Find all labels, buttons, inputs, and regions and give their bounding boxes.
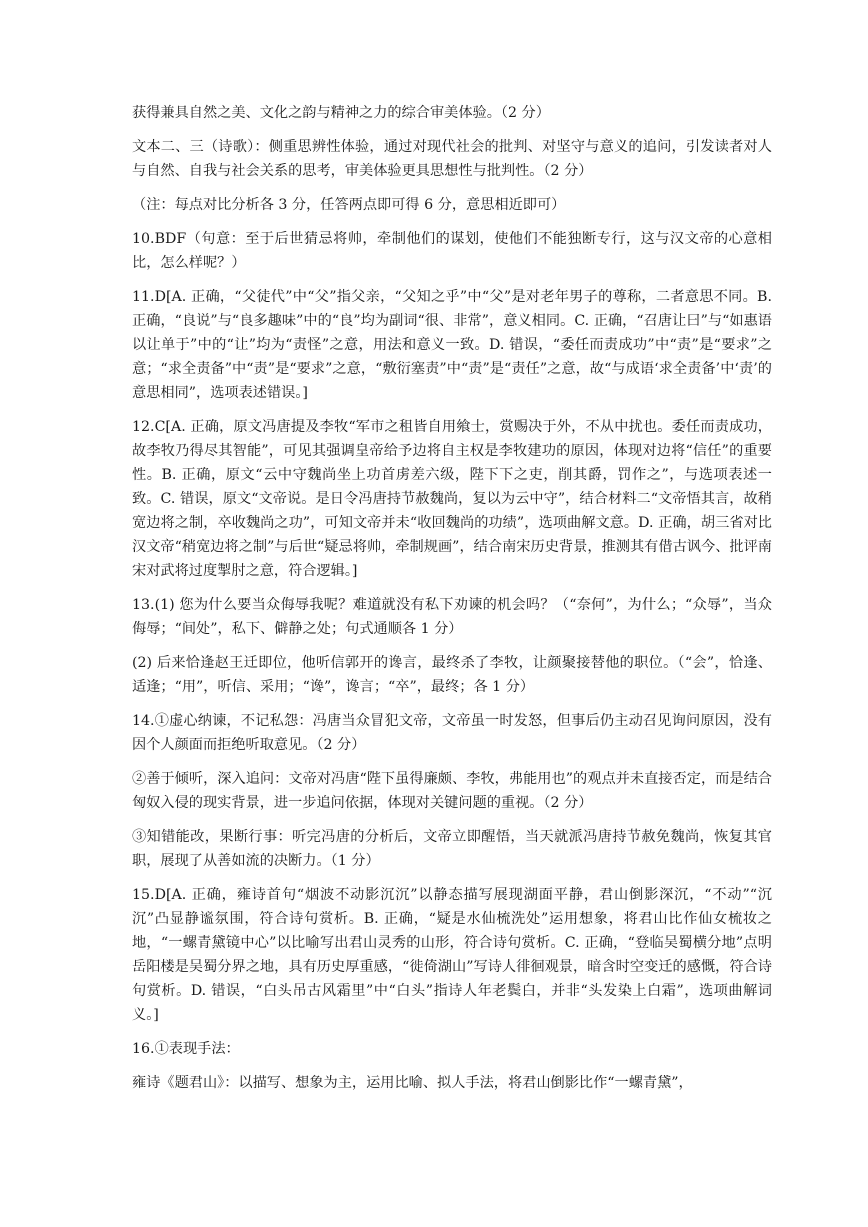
answer-10: 10.BDF（句意：至于后世猜忌将帅，牵制他们的谋划，使他们不能独断专行，这与汉文帝的心意相比，怎么样呢？） — [132, 231, 772, 271]
answer-14-2: ②善于倾听，深入追问：文帝对冯唐“陛下虽得廉颇、李牧，弗能用也”的观点并未直接否定，而是结合匈奴入侵的现实背景，进一步追问依据，体现对关键问题的重视。（2 分） — [132, 771, 772, 811]
answer-12: 12.C[A. 正确，原文冯唐提及李牧“军市之租皆自用飨士，赏赐决于外，不从中扰也。委任而责成功，故李牧乃得尽其智能”，可见其强调皇帝给予边将自主权是李牧建功的原因，体现对边将“信任”的重要性。B. 正确，原文“云中守魏尚坐上功首虏差六级，陛下下之吏，削其爵，罚作之”，与选项表述一致。C. 错误，原文“文帝说。是日令冯唐持节赦魏尚，复以为云中守”，结合材料二“文帝悟其言，故稍宽边将之制，卒收魏尚之功”，可知文帝并未“收回魏尚的功绩”，选项曲解文意。D. 正确，胡三省对比汉文帝“稍宽边将之制”与后世“疑忌将帅，牵制规画”，结合南宋历史背景，推测其有借古讽今、批评南宋对武将过度掣肘之意，符合逻辑。] — [132, 419, 772, 579]
paragraph-aesthetic-summary: 获得兼具自然之美、文化之韵与精神之力的综合审美体验。（2 分） — [132, 105, 550, 121]
answer-document — [132, 101, 772, 1105]
answer-13-1: 13.(1) 您为什么要当众侮辱我呢？难道就没有私下劝谏的机会吗？（“奈何”，为什么；“众辱”，当众侮辱；“间处”，私下、僻静之处；句式通顺各 1 分） — [132, 597, 772, 637]
answer-11: 11.D[A. 正确，“父徒代”中“父”指父亲，“父知之乎”中“父”是对老年男子的尊称，二者意思不同。B. 正确，“良说”与“良多趣味”中的“良”均为副词“很、非常”，意义相同。C. 正确，“召唐让曰”与“如惠语以让单于”中的“让”均为“责怪”之意，用法和意义一致。D. 错误，“委任而责成功”中“责”是“要求”之意；“求全责备”中“责”是“要求”之意，“敷衍塞责”中“责”是“责任”之意，故“与成语‘求全责备’中‘责’的意思相同”，选项表述错误。] — [132, 289, 772, 401]
answer-14-3: ③知错能改，果断行事：听完冯唐的分析后，文帝立即醒悟，当天就派冯唐持节赦免魏尚，恢复其官职，展现了从善如流的决断力。（1 分） — [132, 829, 772, 869]
answer-16-body: 雍诗《题君山》：以描写、想象为主，运用比喻、拟人手法，将君山倒影比作“一螺青黛”， — [132, 1075, 693, 1091]
paragraph-text-two-three: 文本二、三（诗歌）：侧重思辨性体验，通过对现代社会的批判、对坚守与意义的追问，引发读者对人与自然、自我与社会关系的思考，审美体验更具思想性与批判性。（2 分） — [132, 139, 772, 179]
answer-14-1: 14.①虚心纳谏，不记私怨：冯唐当众冒犯文帝，文帝虽一时发怒，但事后仍主动召见询问原因，没有因个人颜面而拒绝听取意见。（2 分） — [132, 713, 772, 753]
answer-15: 15.D[A. 正确，雍诗首句“烟波不动影沉沉”以静态描写展现湖面平静，君山倒影深沉，“不动”“沉沉”凸显静谧氛围，符合诗句赏析。B. 正确，“疑是水仙梳洗处”运用想象，将君山比作仙女梳妆之地，“一螺青黛镜中心”以比喻写出君山灵秀的山形，符合诗句赏析。C. 正确，“登临吴蜀横分地”点明岳阳楼是吴蜀分界之地，具有历史厚重感，“徙倚湖山”写诗人徘徊观景，暗含时空变迁的感慨，符合诗句赏析。D. 错误，“白头吊古风霜里”中“白头”指诗人年老鬓白，并非“头发染上白霜”，选项曲解词义。] — [132, 887, 772, 1023]
answer-13-2: (2) 后来恰逢赵王迁即位，他听信郭开的谗言，最终杀了李牧，让颜聚接替他的职位。（“会”，恰逢、适逢；“用”，听信、采用；“谗”，谗言；“卒”，最终；各 1 分） — [132, 655, 772, 695]
answer-16-heading: 16.①表现手法： — [132, 1041, 240, 1057]
paragraph-scoring-note: （注：每点对比分析各 3 分，任答两点即可得 6 分，意思相近即可） — [132, 197, 566, 213]
